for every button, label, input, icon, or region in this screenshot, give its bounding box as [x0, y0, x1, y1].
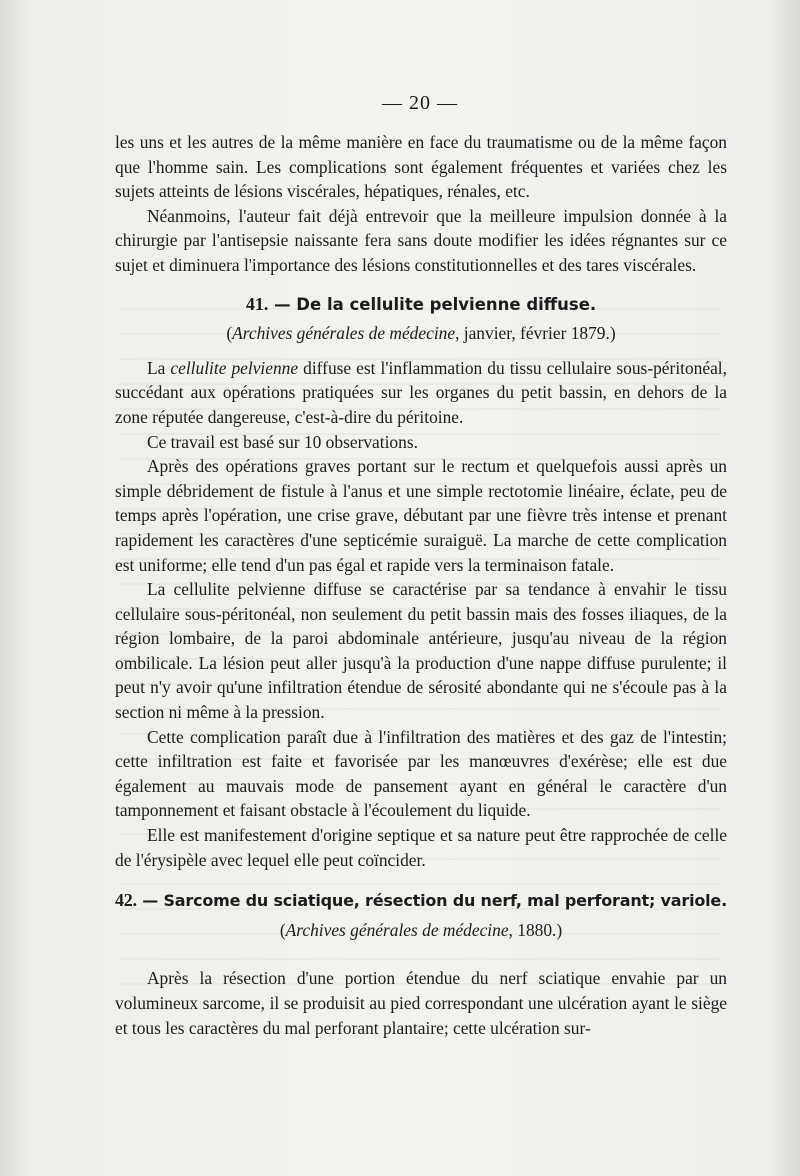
section-41-paragraph-1: [115, 356, 727, 430]
source-open-paren-42: (: [279, 919, 286, 940]
section-42-number: 42.: [115, 890, 137, 911]
section-41-paragraph-4: La cellulite pelvienne diffuse se caractérise par sa tendance à envahir le tissu cellulaire sous-péritonéal, non seulement du petit bassin mais des fosses iliaques, de la région lombaire, de la paroi abdominale antérieure, jusqu'au niveau de la région ombilicale. La lésion peut aller jusqu'à la production d'une nappe diffuse purulente; il peut n'y avoir qu'une infiltration étendue de sérosité abondante qui ne s'écoule pas à la section ni même à la pression.: [115, 579, 727, 723]
source-open-paren: (: [226, 323, 233, 344]
section-42-title: — Sarcome du sciatique, résection du nerf, mal perforant; variole.: [142, 891, 727, 911]
section-41-paragraph-6: Elle est manifestement d'origine septique et sa nature peut être rapprochée de celle de l'érysipèle avec lequel elle peut coïncider.: [115, 825, 727, 870]
section-41-paragraph-3: Après des opérations graves portant sur le rectum et quelquefois aussi après un simple débridement de fistule à l'anus et une simple rectotomie linéaire, éclate, peu de temps après l'opération, une crise grave, débutant par une fièvre très intense et prenant rapidement les caractères d'une septicémie suraiguë. La marche de cette complication est uniforme; elle tend d'un pas égal et rapide vers la terminaison fatale.: [115, 456, 727, 575]
page-number: — 20 —: [382, 92, 458, 114]
spacer: [115, 952, 727, 966]
section-41-heading: [115, 292, 727, 318]
section-42-source: [115, 918, 727, 943]
section-41-number: 41.: [245, 293, 269, 314]
section-42-journal: Archives générales de médecine: [285, 919, 509, 940]
p1-start: La: [147, 357, 171, 378]
section-41-date: , janvier, février 1879.): [455, 323, 616, 344]
section-42-paragraph-1: Après la résection d'une portion étendue du nerf sciatique envahie par un volumineux sarcome, il se produisit au pied correspondant une ulcération ayant le siège et tous les caractères du mal perforant plantaire; cette ulcération sur-: [115, 968, 727, 1038]
page-body: [115, 130, 727, 1040]
section-41-source: [115, 321, 727, 346]
intro-paragraph-2: Néanmoins, l'auteur fait déjà entrevoir que la meilleure impulsion donnée à la chirurgie par l'antisepsie naissante fera sans doute modifier les idées régnantes sur ce sujet et diminuera l'importance des lésions constitutionnelles et des tares viscérales.: [115, 205, 727, 275]
section-41-paragraph-2: Ce travail est basé sur 10 observations.: [147, 431, 418, 452]
p1-rest: diffuse est l'inflammation du tissu cellulaire sous-péritonéal, succédant aux opérations pratiquées sur les organes du petit bassin, en dehors de la zone réputée dangereuse, c'est-à-dire du péritoine.: [115, 357, 727, 427]
section-41-title: — De la cellulite pelvienne diffuse.: [274, 294, 597, 314]
intro-paragraph-1: les uns et les autres de la même manière en face du traumatisme ou de la même façon que l'homme sain. Les complications sont également fréquentes et variées chez les sujets atteints de lésions viscérales, hépatiques, rénales, etc.: [115, 132, 727, 202]
section-41-journal: Archives générales de médecine: [232, 323, 456, 344]
p1-term: cellulite pelvienne: [170, 357, 299, 378]
section-41-paragraph-5: Cette complication paraît due à l'infiltration des matières et des gaz de l'intestin; cette infiltration est faite et favorisée par les manœuvres d'exérèse; elle est due également au mauvais mode de pansement ayant en général le caractère d'un tamponnement et faisant obstacle à l'écoulement du liquide.: [115, 726, 727, 821]
section-42-heading: [115, 888, 727, 914]
section-42-date: , 1880.): [508, 919, 563, 940]
